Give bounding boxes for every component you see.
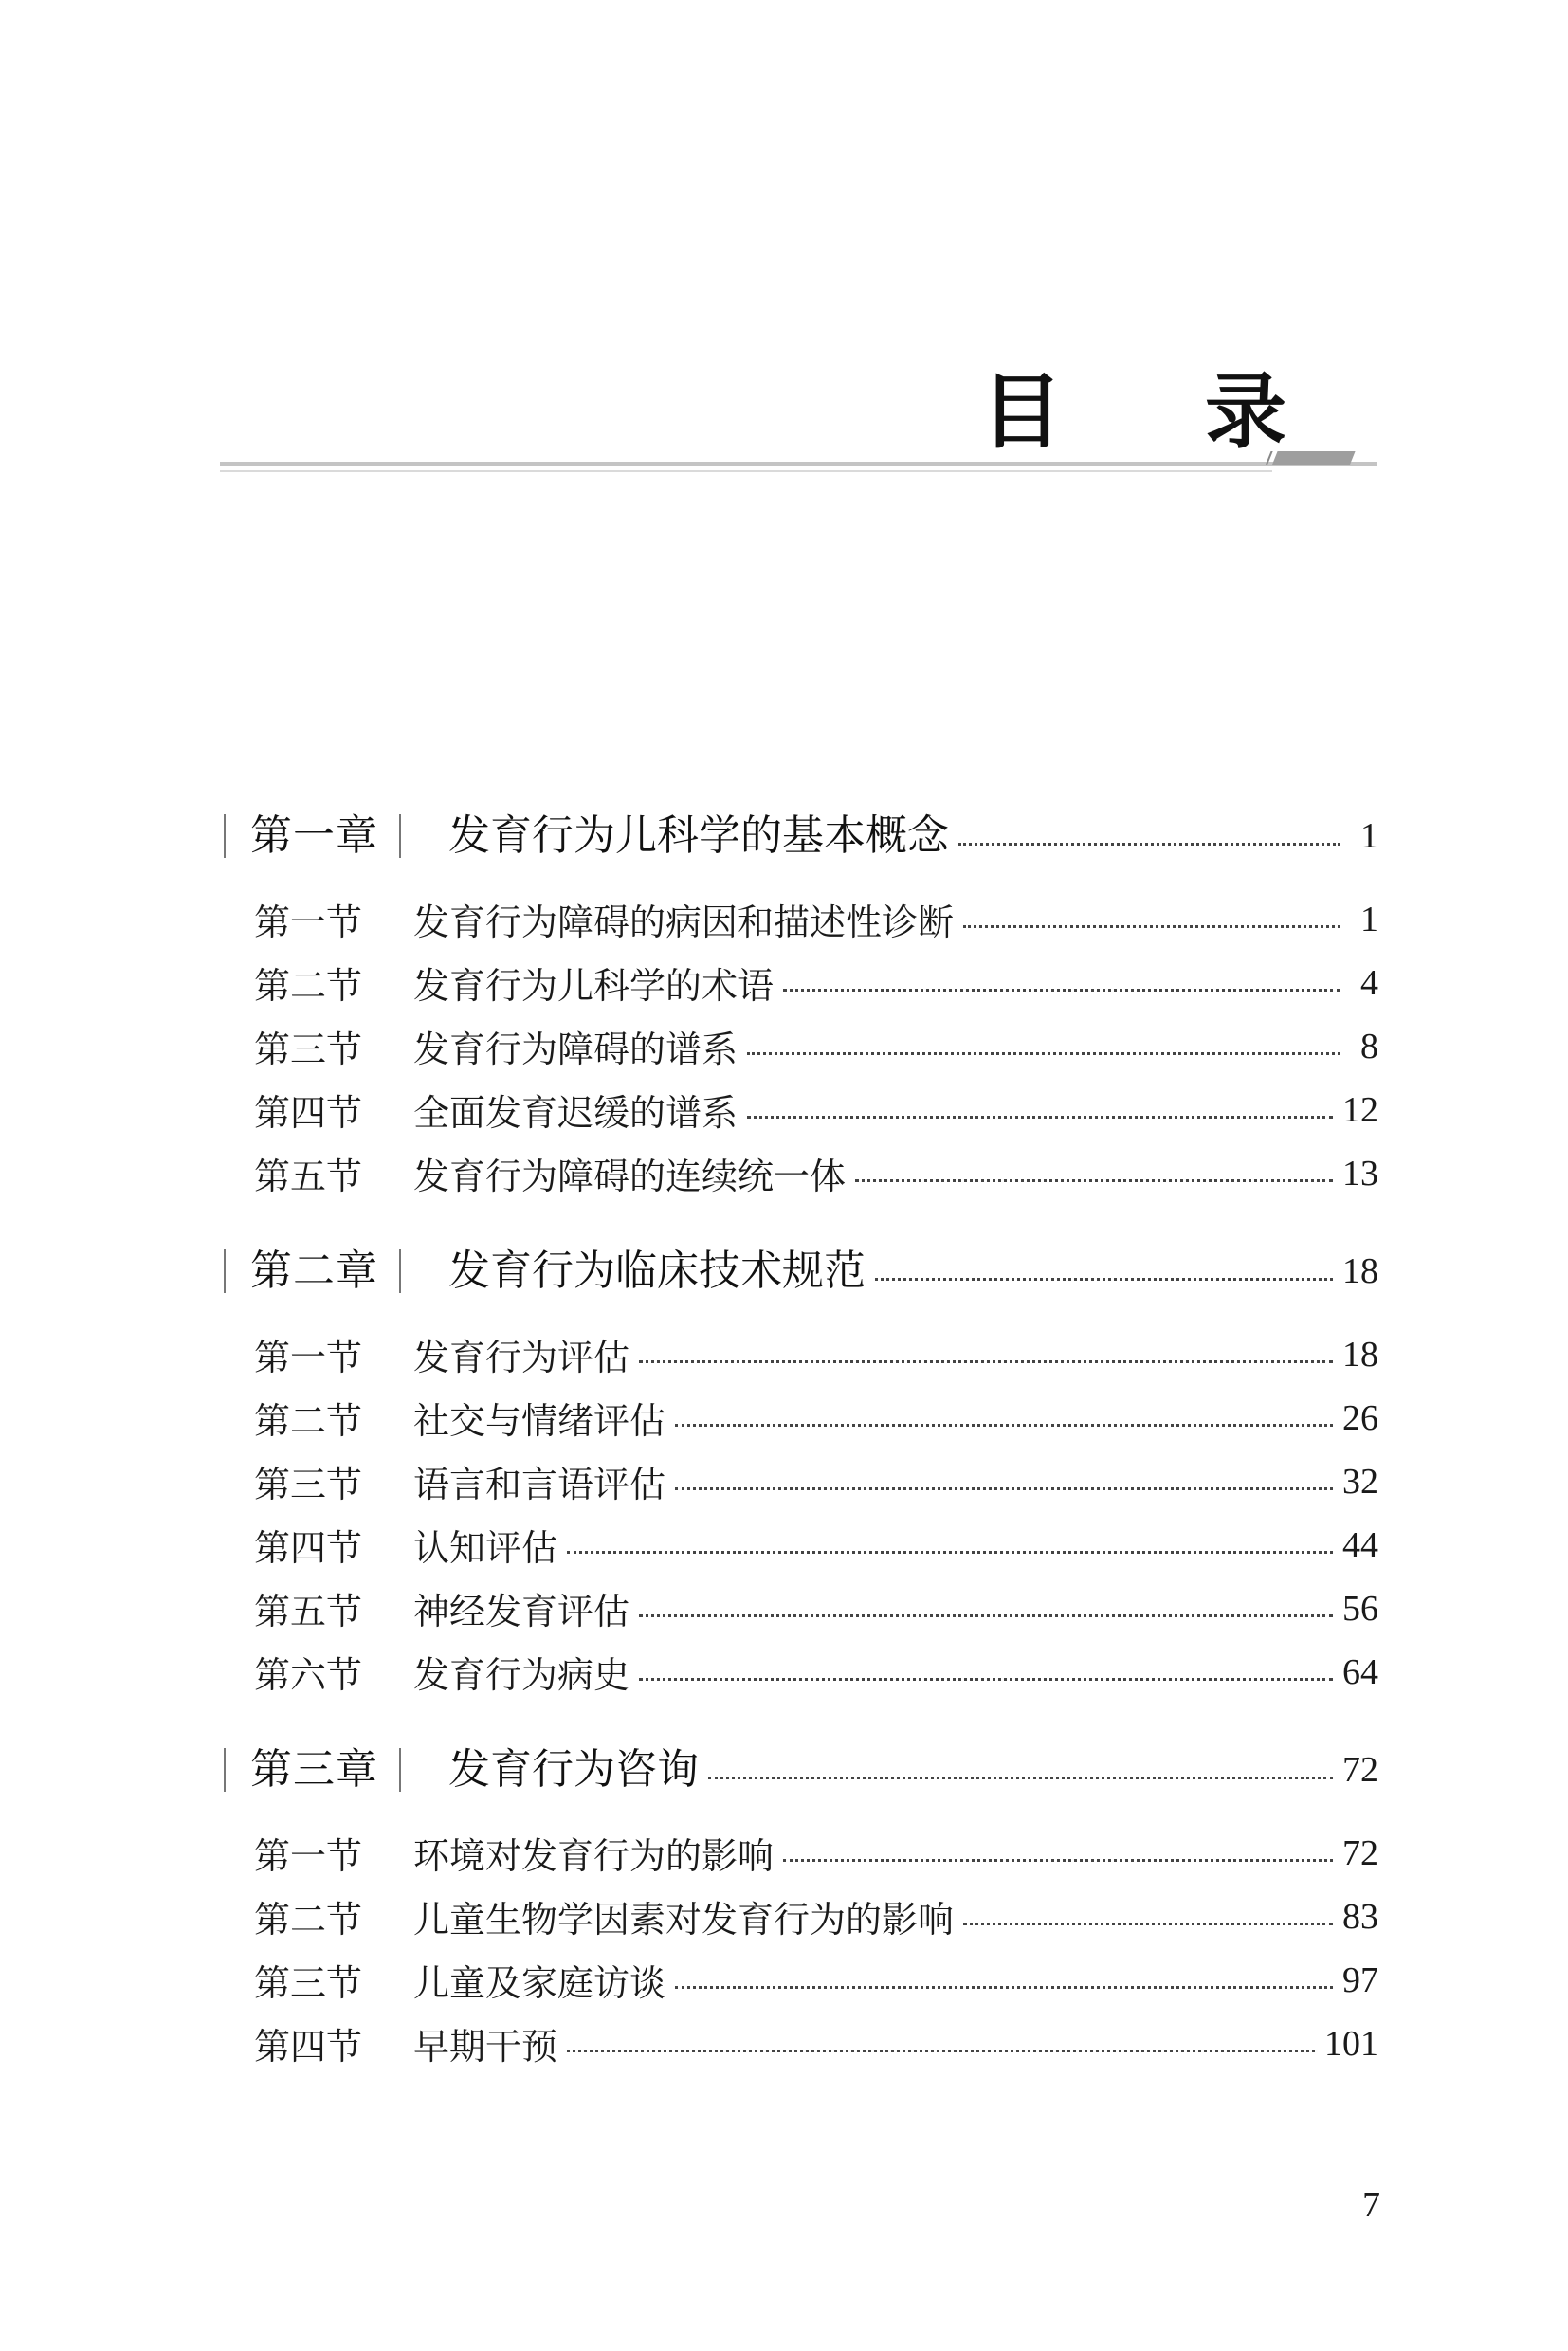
chapter-row[interactable] [220, 796, 1378, 876]
table-of-contents [220, 796, 1378, 2075]
section-label: 第一节 [254, 1337, 363, 1378]
section-page-number: 18 [1342, 1334, 1378, 1375]
chapter-bar-right [399, 814, 401, 858]
section-page-number: 64 [1342, 1651, 1378, 1692]
chapter-bar-left [224, 814, 226, 858]
section-label: 第三节 [254, 1029, 363, 1070]
dot-leader [855, 1179, 1333, 1182]
section-page-number: 12 [1342, 1089, 1378, 1130]
section-title: 发育行为评估 [413, 1337, 630, 1378]
section-title: 社交与情绪评估 [413, 1400, 666, 1442]
section-row[interactable] [220, 1014, 1378, 1078]
dot-leader [639, 1360, 1333, 1363]
section-label: 第二节 [254, 965, 363, 1007]
section-page-number: 32 [1342, 1461, 1378, 1502]
chapter-title: 发育行为临床技术规范 [448, 1247, 866, 1295]
page-number: 7 [1362, 2185, 1380, 2225]
dot-leader [783, 1859, 1333, 1862]
section-label: 第一节 [254, 1835, 363, 1877]
section-page-number: 56 [1342, 1588, 1378, 1629]
section-label: 第三节 [254, 1464, 363, 1505]
section-row[interactable] [220, 1640, 1378, 1704]
section-row[interactable] [220, 1386, 1378, 1449]
page-title: 目 录 [981, 365, 1343, 460]
chapter-title: 发育行为儿科学的基本概念 [448, 811, 949, 860]
section-row[interactable] [220, 1948, 1378, 2012]
section-row[interactable] [220, 951, 1378, 1014]
dot-leader [675, 1487, 1333, 1490]
section-title: 全面发育迟缓的谱系 [413, 1092, 738, 1134]
dot-leader [875, 1278, 1333, 1281]
dot-leader [567, 1551, 1333, 1554]
section-label: 第二节 [254, 1400, 363, 1442]
dot-leader [708, 1777, 1333, 1779]
section-row[interactable] [220, 2012, 1378, 2075]
section-label: 第四节 [254, 1092, 363, 1134]
dot-leader [675, 1986, 1333, 1989]
section-title: 早期干预 [413, 2026, 558, 2068]
section-page-number: 83 [1342, 1896, 1378, 1937]
dot-leader [783, 989, 1340, 992]
section-label: 第四节 [254, 1527, 363, 1569]
rule-line-lower [220, 470, 1272, 472]
section-label: 第一节 [254, 902, 363, 943]
dot-leader [963, 925, 1340, 928]
chapter-page-number: 1 [1360, 816, 1378, 856]
section-title: 儿童生物学因素对发育行为的影响 [413, 1899, 955, 1941]
chapter-label: 第一章 [250, 811, 378, 860]
section-label: 第六节 [254, 1654, 363, 1696]
section-page-number: 8 [1360, 1026, 1378, 1066]
section-label: 第五节 [254, 1591, 363, 1632]
section-row[interactable] [220, 1821, 1378, 1885]
chapter-title: 发育行为咨询 [448, 1745, 699, 1794]
chapter-label: 第二章 [250, 1247, 378, 1295]
section-label: 第四节 [254, 2026, 363, 2068]
rule-line-upper [220, 462, 1377, 466]
dot-leader [958, 843, 1340, 846]
section-row[interactable] [220, 1513, 1378, 1576]
chapter-row[interactable] [220, 1231, 1378, 1311]
section-row[interactable] [220, 1576, 1378, 1640]
chapter-row[interactable] [220, 1730, 1378, 1810]
chapter-page-number: 72 [1342, 1750, 1378, 1790]
chapter-bar-left [224, 1249, 226, 1293]
section-page-number: 13 [1342, 1153, 1378, 1194]
section-title: 发育行为障碍的连续统一体 [413, 1156, 847, 1197]
dot-leader [639, 1614, 1333, 1617]
section-page-number: 26 [1342, 1397, 1378, 1438]
section-row[interactable] [220, 1885, 1378, 1948]
section-title: 语言和言语评估 [413, 1464, 666, 1505]
chapter-bar-right [399, 1249, 401, 1293]
section-label: 第三节 [254, 1962, 363, 2004]
dot-leader [963, 1923, 1333, 1925]
section-title: 儿童及家庭访谈 [413, 1962, 666, 2004]
dot-leader [747, 1116, 1333, 1119]
chapter-bar-left [224, 1748, 226, 1792]
section-row[interactable] [220, 1449, 1378, 1513]
section-title: 发育行为儿科学的术语 [413, 965, 775, 1007]
section-title: 认知评估 [413, 1527, 558, 1569]
dot-leader [675, 1424, 1333, 1427]
chapter-bar-right [399, 1748, 401, 1792]
dot-leader [639, 1678, 1333, 1681]
section-row[interactable] [220, 1141, 1378, 1205]
page-header [0, 0, 1568, 531]
section-page-number: 4 [1360, 962, 1378, 1003]
section-label: 第五节 [254, 1156, 363, 1197]
section-page-number: 44 [1342, 1524, 1378, 1565]
section-row[interactable] [220, 887, 1378, 951]
dot-leader [567, 2050, 1315, 2052]
section-label: 第二节 [254, 1899, 363, 1941]
title-rule-decoration [220, 451, 1377, 489]
section-page-number: 72 [1342, 1832, 1378, 1873]
dot-leader [747, 1052, 1340, 1055]
section-page-number: 1 [1360, 899, 1378, 939]
section-title: 环境对发育行为的影响 [413, 1835, 775, 1877]
chapter-label: 第三章 [250, 1745, 378, 1794]
section-title: 发育行为障碍的病因和描述性诊断 [413, 902, 955, 943]
section-page-number: 97 [1342, 1959, 1378, 2000]
section-row[interactable] [220, 1078, 1378, 1141]
section-row[interactable] [220, 1322, 1378, 1386]
chapter-page-number: 18 [1342, 1251, 1378, 1291]
section-page-number: 101 [1324, 2023, 1378, 2064]
section-title: 神经发育评估 [413, 1591, 630, 1632]
section-title: 发育行为障碍的谱系 [413, 1029, 738, 1070]
section-title: 发育行为病史 [413, 1654, 630, 1696]
